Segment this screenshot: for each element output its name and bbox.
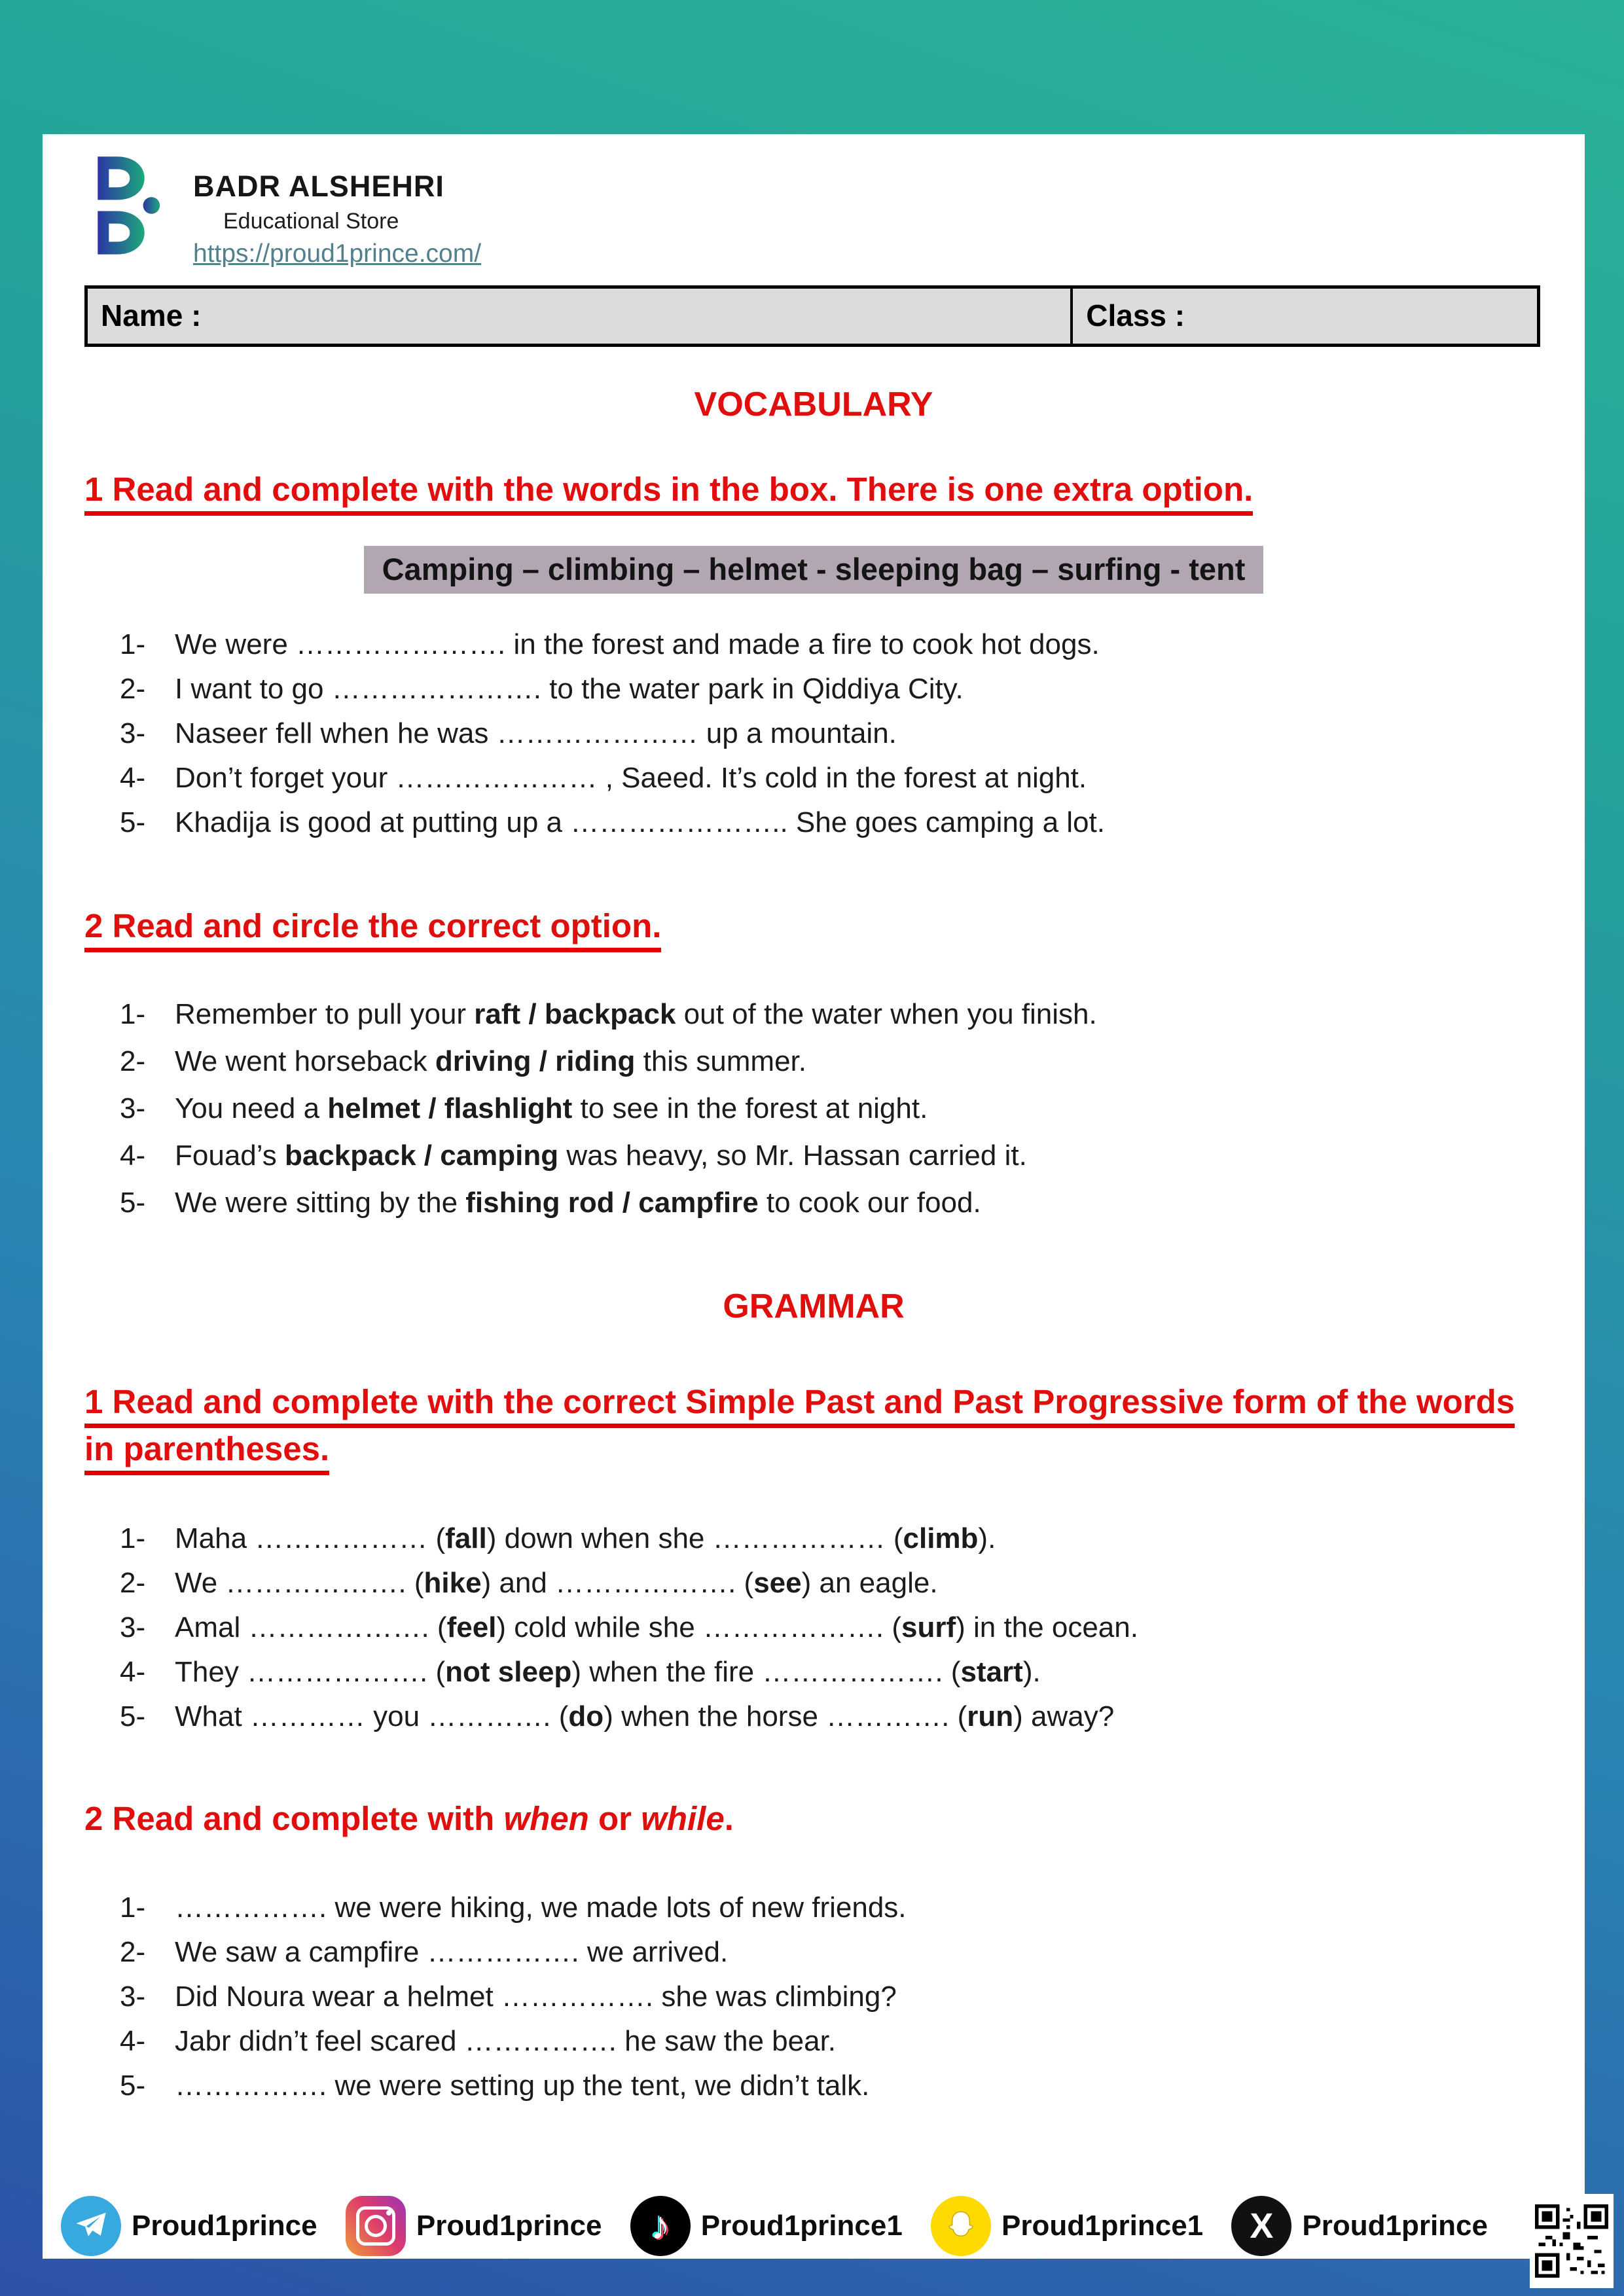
vocab-ex1-items <box>120 622 1545 845</box>
item-number: 5- <box>120 2070 146 2102</box>
worksheet-sheet <box>43 134 1585 2259</box>
item-number: 4- <box>120 1655 146 1688</box>
brand-tagline: Educational Store <box>223 209 399 234</box>
social-label: Proud1prince <box>132 2210 317 2242</box>
item-number: 4- <box>120 2025 146 2058</box>
item-number: 5- <box>120 1700 146 1732</box>
item-text: We were sitting by the fishing rod / campfire to cook our food. <box>175 1186 981 1219</box>
qr-code[interactable] <box>1530 2194 1614 2288</box>
list-item <box>120 991 1545 1038</box>
list-item <box>120 667 1545 711</box>
instagram-icon <box>346 2196 406 2256</box>
telegram-icon <box>61 2196 121 2256</box>
list-item <box>120 2064 1545 2108</box>
list-item <box>120 1650 1545 1695</box>
footer-socials <box>61 2196 1488 2256</box>
name-class-bar <box>84 285 1540 347</box>
grammar-ex2-heading: 2 Read and complete with when or while. <box>84 1799 734 1837</box>
item-number: 3- <box>120 717 146 750</box>
item-number: 2- <box>120 673 146 706</box>
social-label: Proud1prince1 <box>700 2210 903 2242</box>
item-text: Maha ……………… (fall) down when she ……………… (climb). <box>175 1522 996 1554</box>
list-item <box>120 711 1545 756</box>
list-item <box>120 1930 1545 1975</box>
class-field[interactable]: Class : <box>1086 298 1185 332</box>
item-text: I want to go …………………. to the water park in Qiddiya City. <box>175 673 964 706</box>
list-item <box>120 1975 1545 2019</box>
grammar-ex1-items <box>120 1516 1545 1739</box>
grammar-title: GRAMMAR <box>723 1287 905 1325</box>
list-item <box>120 1132 1545 1179</box>
list-item <box>120 1085 1545 1132</box>
item-number: 5- <box>120 806 146 839</box>
brand-name: BADR ALSHEHRI <box>193 170 444 203</box>
item-number: 1- <box>120 1522 146 1554</box>
x-icon: X <box>1231 2196 1291 2256</box>
list-item <box>120 756 1545 800</box>
item-text: ……………. we were hiking, we made lots of new friends. <box>175 1892 907 1924</box>
item-number: 3- <box>120 1981 146 2013</box>
vocab-ex1-heading: 1 Read and complete with the words in the box. There is one extra option. <box>84 466 1539 513</box>
item-number: 5- <box>120 1186 146 1219</box>
store-url-link[interactable]: https://proud1prince.com/ <box>193 240 482 268</box>
list-item <box>120 1886 1545 1930</box>
item-text: ……………. we were setting up the tent, we didn’t talk. <box>175 2070 870 2102</box>
item-number: 2- <box>120 1936 146 1969</box>
list-item <box>120 1038 1545 1085</box>
grammar-ex2-items <box>120 1886 1545 2108</box>
item-text: What ………… you …………. (do) when the horse …………. (run) away? <box>175 1700 1115 1732</box>
social-label: Proud1prince <box>416 2210 602 2242</box>
item-text: Fouad’s backpack / camping was heavy, so Mr. Hassan carried it. <box>175 1139 1027 1172</box>
list-item <box>120 2019 1545 2064</box>
item-number: 4- <box>120 762 146 795</box>
item-text: Did Noura wear a helmet ……………. she was climbing? <box>175 1981 897 2013</box>
list-item <box>120 1695 1545 1739</box>
vocabulary-title: VOCABULARY <box>694 386 933 423</box>
word-box: Camping – climbing – helmet - sleeping bag – surfing - tent <box>364 546 1264 594</box>
item-number: 3- <box>120 1611 146 1643</box>
social-label: Proud1prince <box>1302 2210 1488 2242</box>
item-number: 4- <box>120 1139 146 1172</box>
grammar-ex1-heading: 1 Read and complete with the correct Simple Past and Past Progressive form of the words in parentheses. <box>84 1378 1539 1473</box>
item-number: 3- <box>120 1092 146 1124</box>
social-instagram[interactable] <box>346 2196 602 2256</box>
tiktok-icon: ♪ <box>630 2196 691 2256</box>
header <box>43 134 1585 268</box>
list-item <box>120 622 1545 667</box>
item-text: Remember to pull your raft / backpack out of the water when you finish. <box>175 997 1097 1030</box>
snapchat-icon <box>931 2196 991 2256</box>
list-item <box>120 1561 1545 1605</box>
item-text: We were …………………. in the forest and made a fire to cook hot dogs. <box>175 628 1100 661</box>
name-field[interactable]: Name : <box>88 289 1073 344</box>
vocab-ex2-items <box>120 991 1545 1227</box>
logo-text-block <box>193 154 481 268</box>
item-text: Naseer fell when he was ………………… up a mountain. <box>175 717 897 750</box>
list-item <box>120 1179 1545 1227</box>
item-number: 1- <box>120 997 146 1030</box>
list-item <box>120 1516 1545 1561</box>
list-item <box>120 1605 1545 1650</box>
item-number: 1- <box>120 628 146 661</box>
vocab-ex2-heading: 2 Read and circle the correct option. <box>84 903 1539 950</box>
item-text: Don’t forget your ………………… , Saeed. It’s cold in the forest at night. <box>175 762 1087 795</box>
badr-b-logo-icon <box>77 154 176 259</box>
item-text: Jabr didn’t feel scared ……………. he saw the bear. <box>175 2025 837 2058</box>
item-number: 2- <box>120 1566 146 1599</box>
item-text: We ………………. (hike) and ………………. (see) an eagle. <box>175 1566 938 1599</box>
social-label: Proud1prince1 <box>1001 2210 1204 2242</box>
social-snapchat[interactable] <box>931 2196 1203 2256</box>
item-text: Amal ………………. (feel) cold while she ………………. (surf) in the ocean. <box>175 1611 1138 1643</box>
item-number: 2- <box>120 1045 146 1077</box>
social-telegram[interactable] <box>61 2196 317 2256</box>
item-text: We went horseback driving / riding this summer. <box>175 1045 807 1077</box>
item-number: 1- <box>120 1892 146 1924</box>
item-text: They ………………. (not sleep) when the fire ………………. (start). <box>175 1655 1041 1688</box>
item-text: We saw a campfire ……………. we arrived. <box>175 1936 729 1969</box>
item-text: Khadija is good at putting up a ………………….. She goes camping a lot. <box>175 806 1105 839</box>
social-x[interactable] <box>1231 2196 1488 2256</box>
list-item <box>120 800 1545 845</box>
social-tiktok[interactable] <box>630 2196 903 2256</box>
item-text: You need a helmet / flashlight to see in the forest at night. <box>175 1092 928 1124</box>
